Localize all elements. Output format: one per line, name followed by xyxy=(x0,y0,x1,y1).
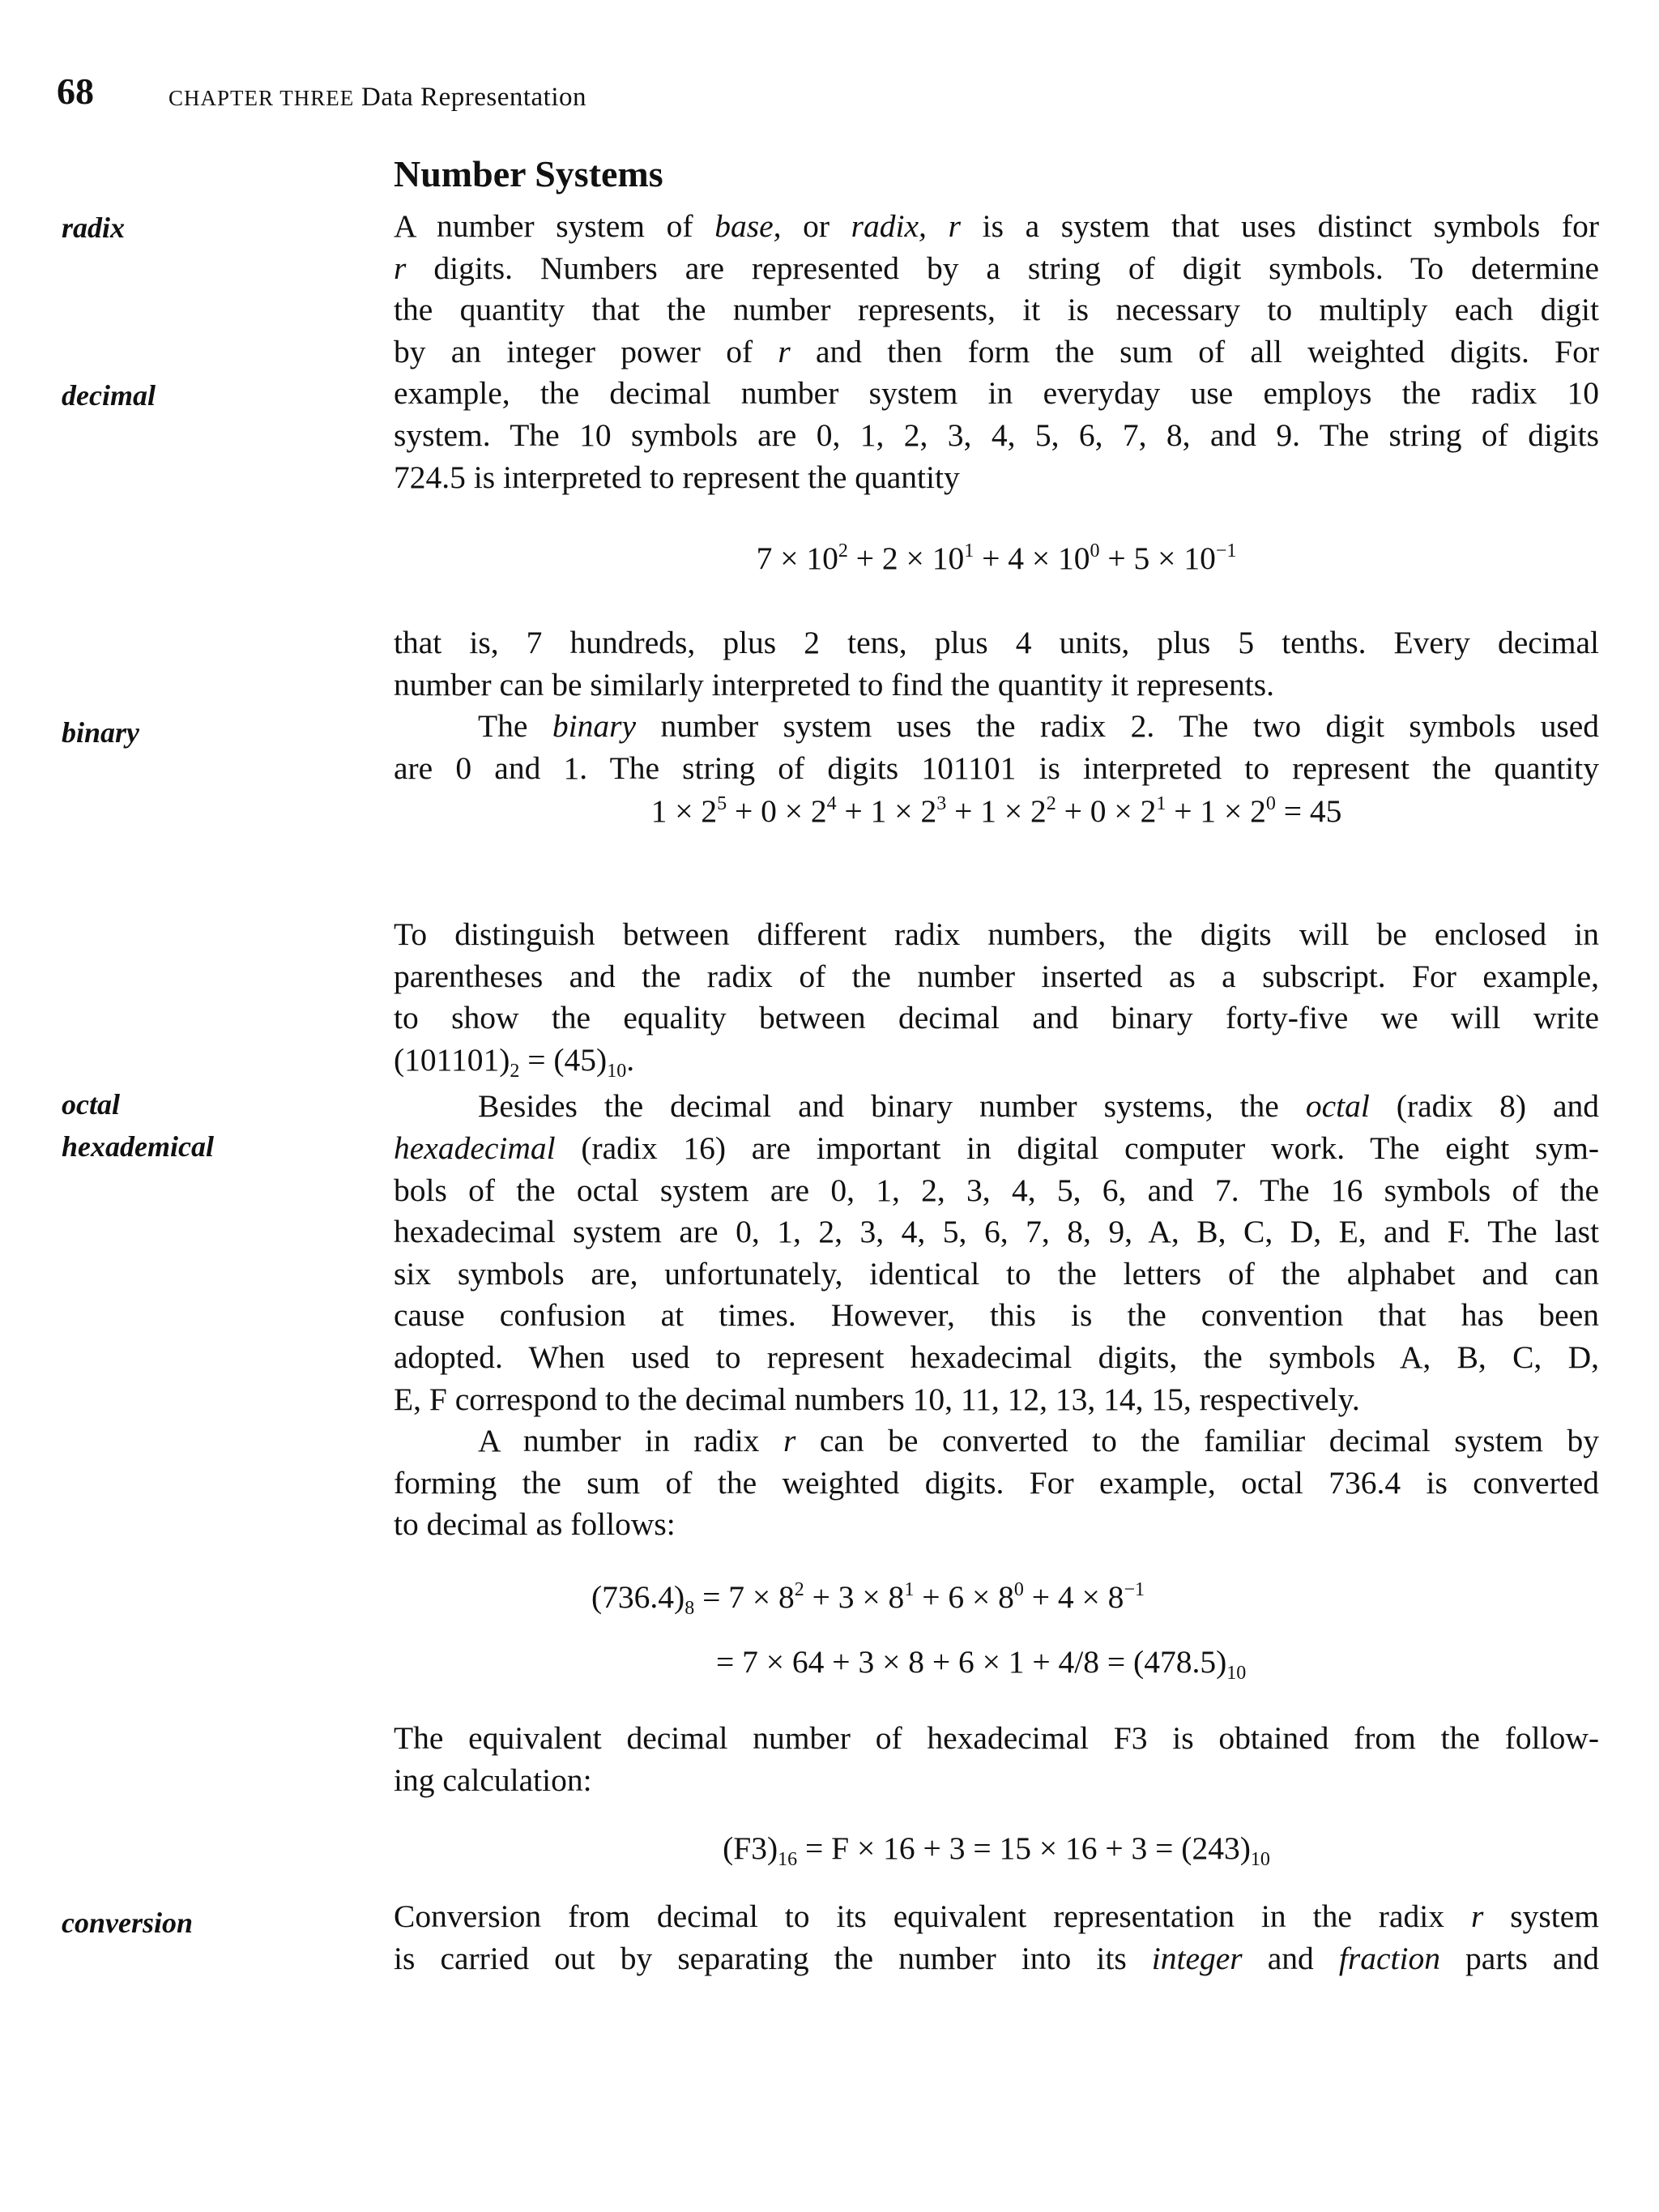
text-line: by an integer power of r and then form the sum of all weighted digits. For xyxy=(394,333,1599,369)
equation-hex-conversion: $(F3)_{16} = F \times 16 + 3 = 15 \times 16 + 3 = (243)_{10}$ xyxy=(723,1830,1270,1870)
text-line: forming the sum of the weighted digits. For example, octal 736.4 is converted xyxy=(394,1464,1599,1501)
text-line: Besides the decimal and binary number systems, the octal (radix 8) and xyxy=(478,1088,1600,1125)
equation-octal-conversion-line2: = $7 \times 64 + 3 \times 8 + 6 \times 1 + 4/8 = (478.5)_{10}$ xyxy=(716,1644,1247,1684)
chapter-prefix: CHAPTER THREE xyxy=(168,86,355,110)
text-line: A number in radix r can be converted to the familiar decimal system by xyxy=(478,1423,1599,1459)
paragraph-hex-conversion xyxy=(394,1718,1599,1801)
text-line: are 0 and 1. The string of digits 101101 is interpreted to represent the quantity xyxy=(394,749,1599,786)
text-line: the quantity that the number represents, it is necessary to multiply each digit xyxy=(394,292,1599,328)
text-line: adopted. When used to represent hexadecimal digits, the symbols A, B, C, D, xyxy=(394,1339,1599,1375)
margin-note-radix: radix xyxy=(62,211,126,244)
text-line: parentheses and the radix of the number inserted as a subscript. For example, xyxy=(394,958,1599,994)
text-line: r digits. Numbers are represented by a string of digit symbols. To determine xyxy=(394,250,1599,286)
text-line: The equivalent decimal number of hexadecimal F3 is obtained from the follow- xyxy=(394,1720,1599,1756)
text-line: The binary number system uses the radix 2. The two digit symbols used xyxy=(478,708,1599,745)
text-line: example, the decimal number system in everyday use employs the radix 10 xyxy=(394,375,1599,412)
margin-note-hexadecimal: hexademical xyxy=(62,1130,214,1163)
text-line: E, F correspond to the decimal numbers 10, 11, 12, 13, 14, 15, respectively. xyxy=(394,1381,1360,1417)
text-line: hexadecimal (radix 16) are important in digital computer work. The eight sym- xyxy=(394,1129,1599,1166)
text-line: ing calculation: xyxy=(394,1761,592,1798)
text-line: number can be similarly interpreted to find the quantity it represents. xyxy=(394,666,1275,702)
chapter-label xyxy=(168,83,586,113)
text-line: that is, 7 hundreds, plus 2 tens, plus 4 units, plus 5 tenths. Every decimal xyxy=(394,625,1599,660)
equation-binary-expansion: $1 \times 2^5 + 0 \times 2^4 + 1 \times 2^3 + 1 \times 2^2 + 0 \times 2^1 + 1 \times 2^0 = 45$ xyxy=(650,793,1342,829)
text-line: Conversion from decimal to its equivalent representation in the radix r system xyxy=(394,1898,1599,1934)
text-line: bols of the octal system are 0, 1, 2, 3, 4, 5, 6, and 7. The 16 symbols of the xyxy=(394,1172,1599,1208)
text-line: 724.5 is interpreted to represent the quantity xyxy=(394,459,960,495)
margin-note-conversion: conversion xyxy=(62,1907,193,1939)
chapter-title: Data Representation xyxy=(361,83,586,112)
text-line: To distinguish between different radix numbers, the digits will be enclosed in xyxy=(394,916,1599,952)
text-line: six symbols are, unfortunately, identical to the letters of the alphabet and can xyxy=(394,1255,1599,1292)
text-line: A number system of base, or radix, r is a system that uses distinct symbols for xyxy=(394,208,1599,244)
paragraph-conversion xyxy=(394,1896,1599,1979)
paragraph-radix-notation xyxy=(394,914,1599,1546)
text-line: to decimal as follows: xyxy=(394,1506,676,1543)
paragraph-number-systems-intro xyxy=(394,206,1599,498)
margin-note-decimal: decimal xyxy=(62,379,156,412)
paragraph-binary-intro xyxy=(394,622,1599,789)
margin-note-octal: octal xyxy=(62,1088,120,1121)
page-number: 68 xyxy=(57,70,94,112)
equation-decimal-expansion: $7 \times 10^2 + 2 \times 10^1 + 4 \times 10^0 + 5 \times 10^{-1}$ xyxy=(756,540,1237,576)
text-line: to show the equality between decimal and binary forty-five we will write xyxy=(394,1000,1599,1036)
equation-octal-conversion-line1: $(736.4)_8 = 7 \times 8^2 + 3 \times 8^1 + 6 \times 8^0 + 4 \times 8^{-1}$ xyxy=(591,1579,1145,1619)
margin-note-binary: binary xyxy=(62,716,140,749)
text-line: hexadecimal system are 0, 1, 2, 3, 4, 5, 6, 7, 8, 9, A, B, C, D, E, and F. The last xyxy=(394,1214,1599,1250)
text-line: cause confusion at times. However, this is the convention that has been xyxy=(394,1297,1599,1334)
text-line: is carried out by separating the number into its integer and fraction parts and xyxy=(394,1940,1599,1976)
text-line: $(101101)_2 = (45)_{10}$. xyxy=(394,1041,635,1082)
text-line: system. The 10 symbols are 0, 1, 2, 3, 4, 5, 6, 7, 8, and 9. The string of digits xyxy=(394,416,1599,453)
section-heading: Number Systems xyxy=(394,153,663,194)
